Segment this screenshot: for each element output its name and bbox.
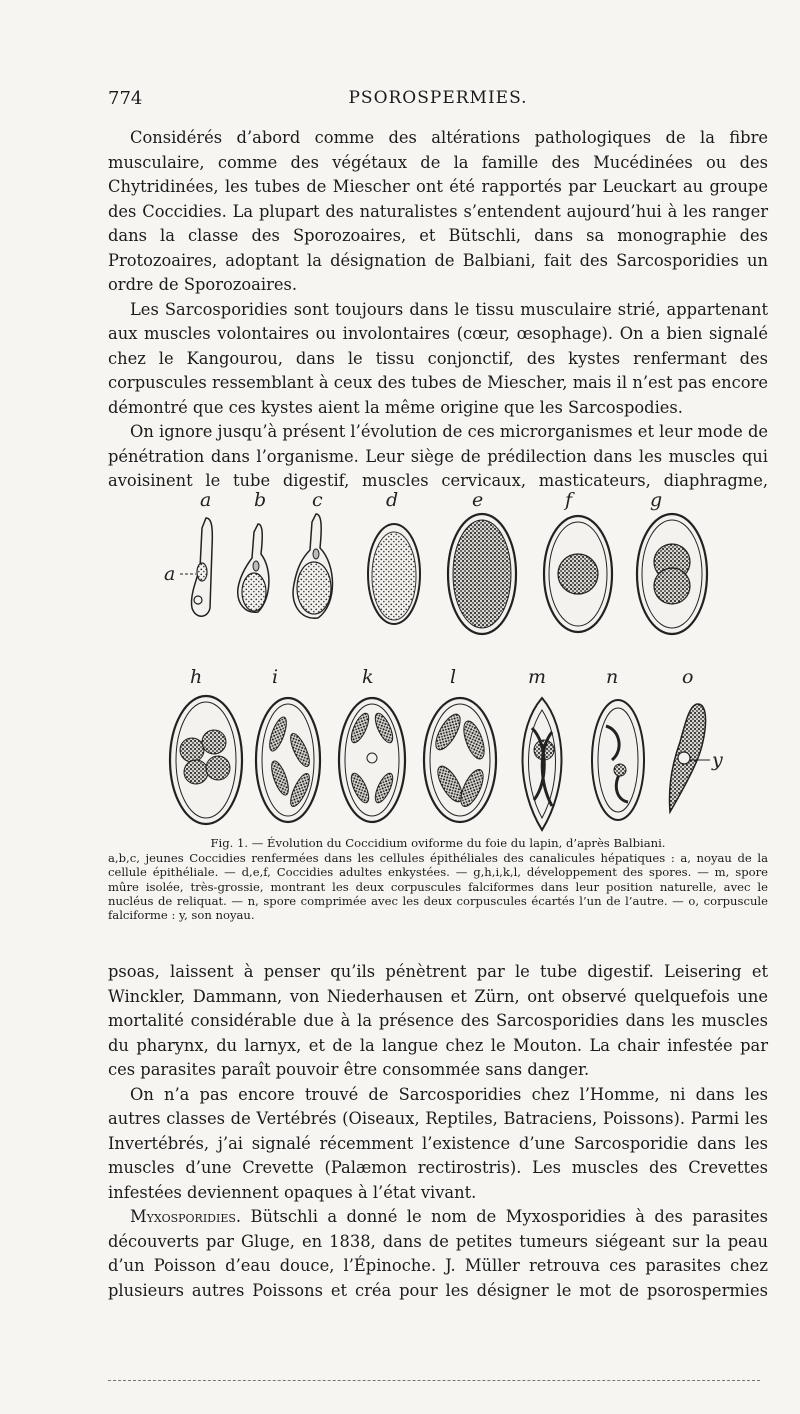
figure-caption xyxy=(108,836,768,922)
paragraph-myxosporidies xyxy=(108,1205,768,1303)
caption-text: a,b,c, jeunes Coccidies renfermées dans les cellules épithéliales des canalicules hépatiques : a, noyau de la cellule épithéliale. — d,e,f, Coccidies adultes enkystées. — g,h,i,k,l, développement des spores. — m, spore mûre isolée, très-grossie, montrant les deux corpuscules falciformes dans leur position naturelle, avec le nucléus de reliquat. — n, spore comprimée avec les deux corpuscules écartés l’un de l’autre. — o, corpuscule falciforme : y, son noyau. xyxy=(108,851,768,923)
body-text-top xyxy=(108,126,768,494)
section-heading-myxosporidies: Myxosporidies. xyxy=(130,1207,242,1226)
figure-cell-k xyxy=(339,698,405,822)
figure-cell-b xyxy=(238,524,269,612)
label-bottom: o xyxy=(682,666,694,688)
running-title: PSOROSPERMIES. xyxy=(348,88,528,108)
figure-cell-a xyxy=(180,518,212,616)
figure-cell-l xyxy=(424,698,496,822)
label-bottom: k xyxy=(362,666,374,688)
figure-cell-e xyxy=(448,514,516,634)
paragraph: psoas, laissent à penser qu’ils pénètrent par le tube digestif. Leisering et Winckler, Dammann, von Niederhausen et Zürn, ont observé quelquefois une mortalité considérable due à la présence des Sarcosporidies dans les muscles du pharynx, du larnyx, et de la langue chez le Mouton. La chair infestée par ces parasites paraît pouvoir être consommée sans danger. xyxy=(108,962,768,1079)
page-header xyxy=(108,88,768,114)
label-top: d xyxy=(386,489,399,511)
label-top: a xyxy=(200,489,212,511)
label-top: e xyxy=(472,489,484,511)
label-bottom: i xyxy=(272,666,279,688)
figure-cell-d xyxy=(368,524,420,624)
footer-rule xyxy=(108,1380,760,1381)
label-bottom: h xyxy=(190,666,203,688)
paragraph: Les Sarcosporidies sont toujours dans le tissu musculaire strié, appartenant aux muscles volontaires ou involontaires (cœur, œsophage). On a bien signalé chez le Kangourou, dans le tissu conjonctif, des kystes renfermant des corpuscules ressemblant à ceux des tubes de Miescher, mais il n’est pas encore démontré que ces kystes aient la même origine que les Sarcospodies. xyxy=(108,299,768,417)
body-text-bottom xyxy=(108,960,768,1303)
label-top: b xyxy=(254,489,267,511)
figure-coccidium-evolution xyxy=(150,488,760,833)
paragraph: Considérés d’abord comme des altérations pathologiques de la fibre musculaire, comme des végétaux de la famille des Mucédinées ou des Chytridinées, les tubes de Miescher ont été rapportés par Leuckart au groupe des Coccidies. La plupart des naturalistes s’entendent aujourd’hui à les ranger dans la classe des Sporozoaires, et Bütschli, dans sa monographie des Protozoaires, adoptant la désignation de Balbiani, fait des Sarcosporidies un ordre de Sporozoaires. xyxy=(108,128,768,294)
label-top: f xyxy=(565,489,573,511)
figure-cell-g xyxy=(637,514,707,634)
paragraph: On n’a pas encore trouvé de Sarcosporidies chez l’Homme, ni dans les autres classes de Vertébrés (Oiseaux, Reptiles, Batraciens, Poissons). Parmi les Invertébrés, j’ai signalé récemment l’existence d’une Sarcosporidie dans les muscles d’une Crevette (Palæmon rectirostris). Les muscles des Crevettes infestées deviennent opaques à l’état vivant. xyxy=(108,1084,768,1202)
label-side-a: a xyxy=(164,563,176,585)
figure-cell-n xyxy=(592,700,644,820)
figure-cell-c xyxy=(293,514,332,618)
figure-cell-o xyxy=(669,704,710,812)
myxosporidies-text: Bütschli a donné le nom de Myxosporidies à des parasites découverts par Gluge, en 1838, dans de petites tumeurs siégeant sur la peau d’un Poisson d’eau douce, l’Épinoche. J. Müller retrouva ces parasites chez plusieurs autres Poissons et créa pour les désigner le mot de psorospermies xyxy=(108,1207,768,1300)
label-top: g xyxy=(650,489,663,511)
label-top: c xyxy=(312,489,323,511)
page-number: 774 xyxy=(108,88,143,109)
label-bottom: n xyxy=(606,666,619,688)
figure-cell-h xyxy=(170,696,242,824)
paragraph: On ignore jusqu’à présent l’évolution de ces microrganismes et leur mode de pénétration dans l’organisme. Leur siège de prédilection dans les muscles qui avoisinent le tube digestif, muscles cervicaux, masticateurs, diaphragme, xyxy=(108,422,768,490)
caption-title: Fig. 1. — Évolution du Coccidium oviforme du foie du lapin, d’après Balbiani. xyxy=(210,836,666,850)
figure-cell-m xyxy=(523,698,562,830)
figure-illustration xyxy=(150,488,760,833)
label-bottom: m xyxy=(528,666,547,688)
label-side-y: y xyxy=(712,749,723,771)
figure-cell-f xyxy=(544,516,612,632)
label-bottom: l xyxy=(450,666,457,688)
figure-cell-i xyxy=(256,698,320,822)
